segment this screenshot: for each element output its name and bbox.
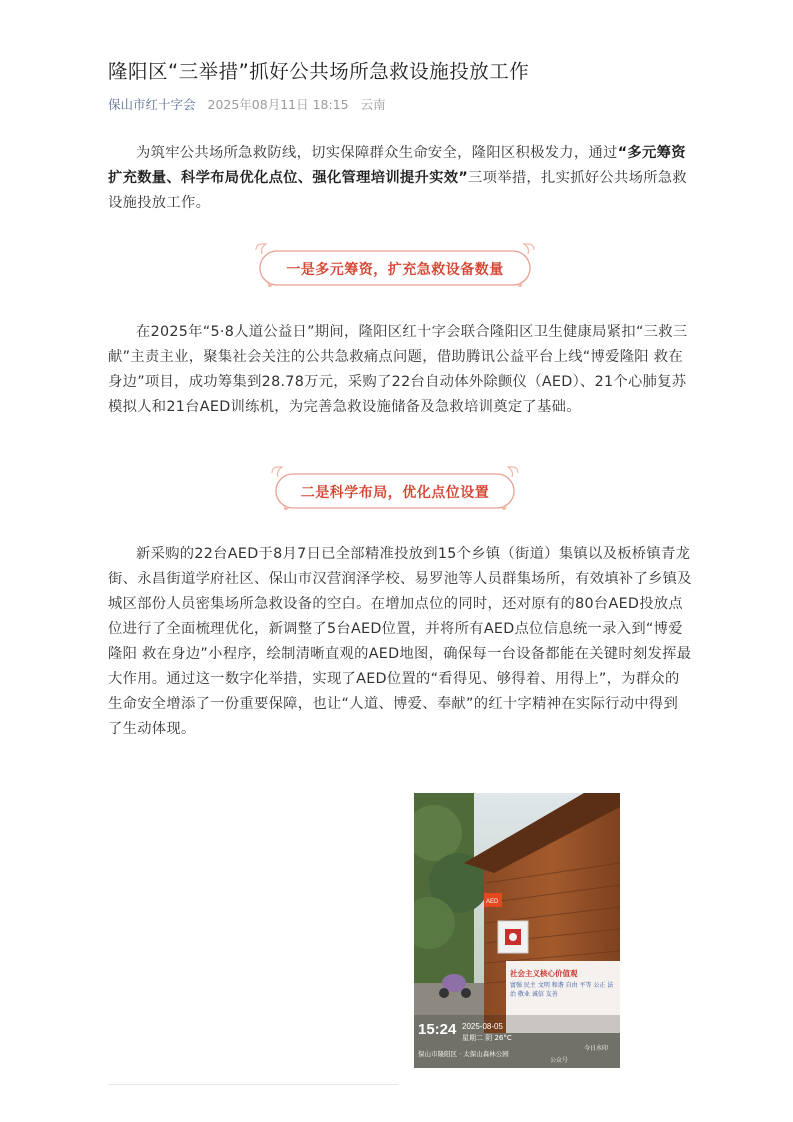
intro-text-a: 为筑牢公共场所急救防线，切实保障群众生命安全，隆阳区积极发力，通过 [136, 145, 618, 161]
source-account-link[interactable]: 保山市红十字会 [108, 97, 196, 112]
watermark-wechat: 公众号 [550, 1057, 569, 1064]
aed-cabin-photo[interactable] [414, 793, 620, 1068]
section-heading-2 [0, 465, 793, 515]
watermark-time: 15:24 [418, 1021, 457, 1038]
watermark-place: 保山市隆阳区 · 太保山森林公园 [418, 1050, 509, 1058]
section-heading-2-label: 二是科学布局，优化点位设置 [300, 485, 490, 501]
article-meta [108, 95, 386, 113]
publish-location: 云南 [360, 97, 386, 112]
watermark-weekday: 星期二 阴 26°C [462, 1034, 512, 1042]
article-end-divider [108, 1084, 398, 1085]
section-heading-1-label: 一是多元筹资，扩充急救设备数量 [286, 262, 504, 278]
intro-paragraph [108, 141, 692, 216]
watermark-brand: 今日水印 [584, 1045, 609, 1052]
watermark-date: 2025-08-05 [462, 1022, 503, 1031]
intro-text-bold: “多元筹资扩充数量、科学布局优化点位、强化管理培训提升实效” [108, 145, 686, 186]
paragraph-placement-text: 新采购的22台AED于8月7日已全部精准投放到15个乡镇（街道）集镇以及板桥镇青龙街、永昌街道学府社区、保山市汉营润泽学校、易罗池等人员群集场所，有效填补了乡镇及城区部份人员密集场所急救设备的空白。在增加点位的同时，还对原有的80台AED投放点位进行了全面梳理优化，新调整了5台AED位置，并将所有AED点位信息统一录入到“博爱隆阳 救在身边”小程序，绘制清晰直观的AED地图，确保每一台设备都能在关键时刻发挥最大作用。通过这一数字化举措，实现了AED位置的“看得见、够得着、用得上”，为群众的生命安全增添了一份重要保障，也让“人道、博爱、奉献”的红十字精神在实际行动中得到了生动体现。 [108, 546, 692, 737]
paragraph-placement [108, 542, 692, 742]
banner-title: 社会主义核心价值观 [510, 969, 578, 978]
paragraph-fundraising-text: 在2025年“5·8人道公益日”期间，隆阳区红十字会联合隆阳区卫生健康局紧扣“三救三献”主责主业，聚集社会关注的公共急救痛点问题，借助腾讯公益平台上线“博爱隆阳 救在身边”项目，成功筹集到28.78万元，采购了22台自动体外除颤仪（AED）、21个心肺复苏模拟人和21台AED训练机，为完善急救设施储备及急救培训奠定了基础。 [108, 324, 688, 415]
article-title: 隆阳区“三举措”抓好公共场所急救设施投放工作 [108, 60, 530, 83]
banner-values: 富强 民主 文明 和谐 自由 平等 公正 法治 敬业 诚信 友善 [510, 982, 614, 998]
paragraph-fundraising [108, 320, 692, 420]
intro-text-b: 三项举措，扎实抓好公共场所急救设施投放工作。 [108, 170, 687, 211]
aed-sign-text: AED [486, 899, 499, 905]
publish-datetime: 2025年08月11日 18:15 [207, 97, 349, 112]
section-heading-1 [0, 242, 793, 292]
